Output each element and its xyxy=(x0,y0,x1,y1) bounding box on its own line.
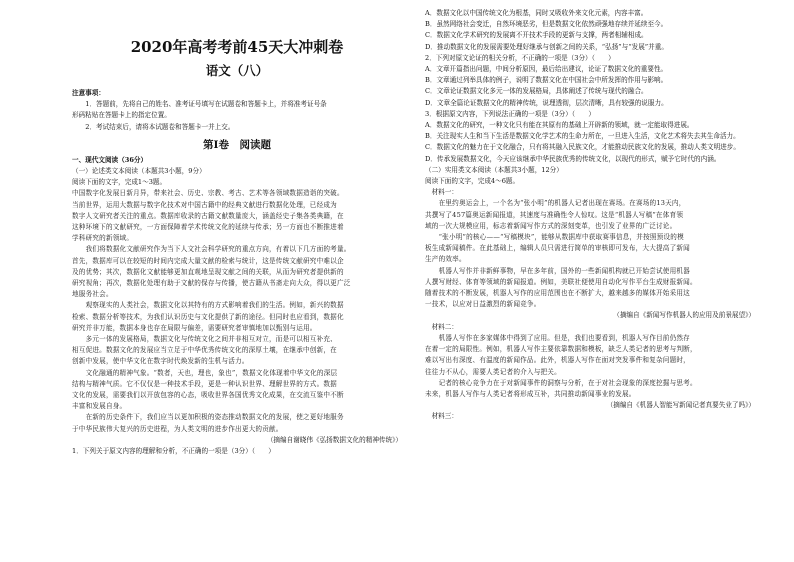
text-line: D．推动数据文化的发展需要处理好继承与创新之间的关系，“弘扬”与“发展”并重。 xyxy=(425,42,668,51)
notice-heading: 注意事项： xyxy=(72,89,105,97)
question-1: 1．下列关于原文内容的理解和分析，不正确的一项是（3分）（ ） xyxy=(72,447,275,456)
text-line: D．传承发展数据文化，今天应该继承中华民族优秀的传统文化，以现代的形式，赋予它时代的内涵。 xyxy=(425,154,721,163)
text-line: 研究视角；再次，数据化处理有助于文献的保存与传播，使古籍从书斋走向大众，得以更广泛 xyxy=(72,279,351,288)
text-line: 创新中发展，使中华文化在数字时代焕发新的生机与活力。 xyxy=(72,357,249,366)
text-line: 结构与精神气质。它不仅仅是一种技术手段，更是一种认识世界、理解世界的方式。数据 xyxy=(72,379,337,388)
notice-line: 形码粘贴在答题卡上的指定位置。 xyxy=(72,111,171,120)
text-line: B．虽然网络社会变迁，自然环境恶劣，但是数据文化依然顽强地存续并延续至今。 xyxy=(425,20,668,29)
material-2-source: （摘编自《机器人智能写新闻记者真要失业了吗》） xyxy=(606,401,755,410)
reading-passage xyxy=(72,188,402,434)
text-line: “张小明”的核心——“写稿模块”，能够从数据库中获取赛事信息，并按照预设的模 xyxy=(425,233,684,242)
text-line: A．数据文化以中国传统文化为根基，同时又吸收外来文化元素，内容丰富。 xyxy=(425,9,648,17)
material-3-heading: 材料三： xyxy=(431,412,458,421)
text-line: 首先，数据库可以在较短的时间内完成大量文献的检索与统计，这是传统文献研究中难以企 xyxy=(72,256,344,265)
material-1-source: （摘编自《新闻写作机器人的应用及前景展望》） xyxy=(613,311,755,320)
text-line: 检索、数据分析等技术，为我们认识历史与文化提供了新的途径。但同时也应看到，数据化 xyxy=(72,312,344,321)
text-line: 共撰写了457篇奥运新闻报道，其速度与准确性令人惊叹。这是“机器人写稿”在体育领 xyxy=(425,210,684,219)
text-line: 难以写出有深度、有温度的新闻作品。此外，机器人写作在面对突发事件和复杂问题时， xyxy=(425,356,690,365)
text-line: 及的优势；其次，数据化文献能够更加直观地呈现文献之间的关联，从而为研究者提供新的 xyxy=(72,267,344,276)
text-line: 随着技术的不断发展，机器人写作的应用范围也在不断扩大，越来越多的媒体开始采用这 xyxy=(425,289,690,298)
text-line: 观察现实的人类社会，数据文化以其特有的方式影响着我们的生活。例如，新兴的数据 xyxy=(72,301,344,310)
material-2-heading: 材料二： xyxy=(431,322,458,331)
text-line: D．文章全篇论证数据文化的精神传统，说理透彻，层次清晰，具有较强的说服力。 xyxy=(425,98,668,107)
text-line: 在新的历史条件下，我们应当以更加积极的姿态推动数据文化的发展，使之更好地服务 xyxy=(72,413,344,422)
text-line: 机器人写作并非新鲜事物，早在多年前，国外的一些新闻机构就已开始尝试使用机器 xyxy=(425,266,690,275)
text-line: C．文章论证数据文化多元一体的发展格局，具体阐述了传统与现代的融合。 xyxy=(425,87,648,96)
text-line: 中国数字化发展日新月异，带来社会、历史、宗教、考古、艺术等各领域数据造诣的突破。 xyxy=(72,189,344,198)
right-column xyxy=(425,8,755,423)
text-line: 我们将数据化文献研究作为当下人文社会科学研究的重点方向，有着以下几方面的考量。 xyxy=(72,245,351,254)
instruction-text: 阅读下面的文字，完成1～3题。 xyxy=(72,178,167,187)
exam-subtitle: 语文（八） xyxy=(205,63,269,78)
text-line: C．数据文化学术研究的发展离不开技术手段的更新与支撑，两者相辅相成。 xyxy=(425,31,648,40)
text-line: 机器人写作在多家媒体中得到了应用。但是，我们也要看到，机器人写作目前仍然存 xyxy=(425,333,690,342)
text-line: 学科研究的新领域。 xyxy=(72,234,134,243)
text-line: 域的一次大规模应用，标志着新闻写作方式的深刻变革，也引发了业界的广泛讨论。 xyxy=(425,221,677,230)
left-column xyxy=(72,8,402,457)
text-line: B．关注现实人生和当下生活是数据文化学艺术的生命力所在，一旦进入生活，文化艺术将失去其生命活力。 xyxy=(425,132,740,141)
passage-source: （摘编自谢晓伟《弘扬数据文化的精神传统》） xyxy=(266,435,402,444)
notice-line: 2．考试结束后，请将本试题卷和答题卡一并上交。 xyxy=(85,122,235,131)
text-line: B．文章通过列举具体的例子，说明了数据文化在中国社会中所发挥的作用与影响。 xyxy=(425,76,668,85)
text-line: 人撰写财经、体育等领域的新闻报道。例如，美联社便使用自动化写作平台生成财报新闻。 xyxy=(425,277,697,286)
text-line: 这种环境下的文献研究，一方面保障着学术传统文化的延续与传承；另一方面也不断推进着 xyxy=(72,223,344,232)
text-line: C．数据文化的魅力在于文化融合，只有将其融入民族文化，才能推动民族文化的发展，推动人类文明进步。 xyxy=(425,143,740,152)
text-line: A．数据文化的研究，一种文化只有能在其原有的基础上开辟新的领域，就一定能取得进展。 xyxy=(425,121,694,130)
text-line: 地服务社会。 xyxy=(72,290,113,299)
volume-title: 第Ⅰ卷 阅读题 xyxy=(203,138,271,151)
text-line: 生产的效率。 xyxy=(425,255,466,264)
text-line: 当前世界，运用大数据与数字化技术对中国古籍中的经典文献进行数据化处理，已经成为 xyxy=(72,200,337,209)
text-line: 2．下列对原文论证的相关分析，不正确的一项是（3分）（ ） xyxy=(425,53,615,62)
section-heading: 一、现代文阅读（36分） xyxy=(72,155,148,164)
text-line: 记者的核心竞争力在于对新闻事件的洞察与分析，在于对社会现象的深度挖掘与思考。 xyxy=(425,378,697,387)
notice-line: 1．答题前，先将自己的姓名、准考证号填写在试题卷和答题卡上，并将准考证号条 xyxy=(85,100,327,109)
text-line: 一技术，以应对日益激烈的新闻竞争。 xyxy=(425,300,541,309)
text-line: 丰富和发展自身。 xyxy=(72,402,127,411)
question-options xyxy=(425,8,755,187)
text-line: 在里约奥运会上，一个名为“张小明”的机器人记者出现在赛场。在赛场的13天内， xyxy=(425,199,686,208)
material-2-text xyxy=(425,333,755,400)
text-line: 在着一定的局限性。例如，机器人写作主要依靠数据和模板，缺乏人类记者的思考与判断， xyxy=(425,345,697,354)
text-line: （二）实用类文本阅读（本题共3小题，12分） xyxy=(425,165,563,174)
text-line: 文化融通的精神气象。“数者，天也，理也，象也”，数据文化体现着中华文化的深层 xyxy=(72,368,338,377)
text-line: 往往力不从心，需要人类记者的介入与把关。 xyxy=(425,367,561,376)
text-line: 于中华民族伟大复兴的历史进程，为人类文明的进步作出更大的贡献。 xyxy=(72,424,283,433)
text-line: 数字人文研究者关注的重点。数据库收录的古籍文献数量庞大，涵盖经史子集各类典籍，在 xyxy=(72,211,344,220)
material-1-text xyxy=(425,198,755,310)
text-line: 阅读下面的文字，完成4～6题。 xyxy=(425,177,520,186)
text-line: 多元一体的发展格局，数据文化与传统文化之间并非相互对立，而是可以相互补充、 xyxy=(72,335,337,344)
exam-title: 2020年高考考前45天大冲刺卷 xyxy=(130,38,344,56)
material-1-heading: 材料一： xyxy=(431,188,458,197)
text-line: 3．根据原文内容，下列说法正确的一项是（3分）（ ） xyxy=(425,109,595,118)
text-line: 板生成新闻稿件。在此基础上，编辑人员只需进行简单的审核即可发布，大大提高了新闻 xyxy=(425,244,690,253)
text-line: 文化的发展，需要我们以开放包容的心态，吸收世界各国优秀文化成果，在交流互鉴中不断 xyxy=(72,391,344,400)
text-line: A．文章开篇指出问题，中间分析原因，最后给出建议，论证了数据文化的重要性。 xyxy=(425,65,668,74)
text-line: 相互促进。数据文化的发展应当立足于中华优秀传统文化的深厚土壤，在继承中创新，在 xyxy=(72,346,337,355)
subsection-heading: （一）论述类文本阅读（本题共3小题，9分） xyxy=(72,167,206,176)
text-line: 研究并非万能，数据本身也存在局限与偏差，需要研究者审慎地加以甄别与运用。 xyxy=(72,323,317,332)
text-line: 未来，机器人写作与人类记者将形成互补，共同推动新闻事业的发展。 xyxy=(425,389,636,398)
